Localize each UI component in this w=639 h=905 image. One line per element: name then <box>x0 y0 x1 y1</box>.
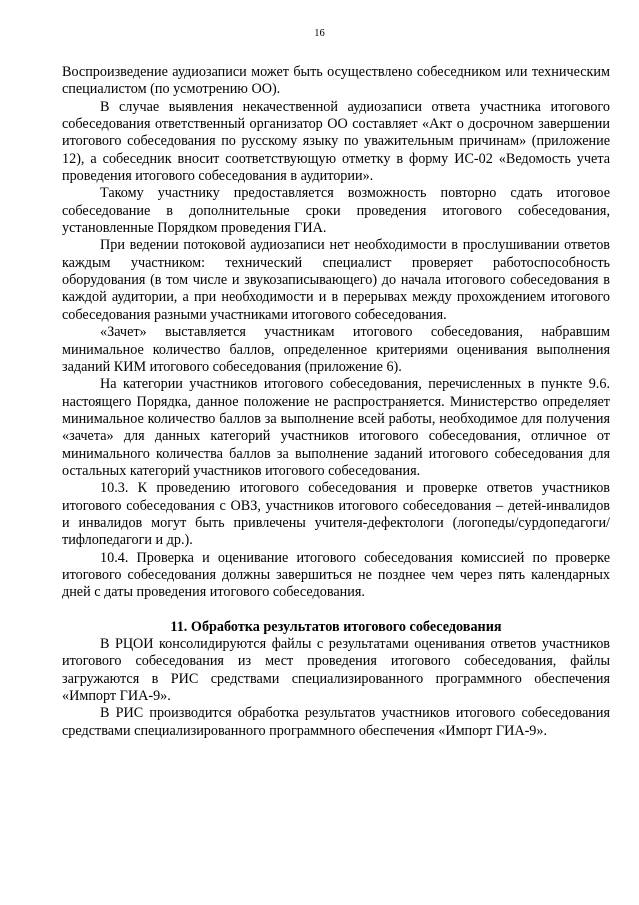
paragraph-categories-exception: На категории участников итогового собеседования, перечисленных в пункте 9.6. настоящего Порядка, данное положение не распространяется. Министерство определяет минимальное количество баллов за выполнение всей работы, необходимое для получения «зачета» для данных категорий участников итогового собеседования, отличное от минимального количества баллов за выполнение заданий итогового собеседования для остальных категорий участников итогового собеседования. <box>62 376 610 479</box>
paragraph-poor-recording: В случае выявления некачественной аудиозаписи ответа участника итогового собеседования ответственный организатор ОО составляет «Акт о досрочном завершении итогового собеседования по русскому языку по уважительным причинам» (приложение 12), а собеседник вносит соответствующую отметку в форму ИС-02 «Ведомость учета проведения итогового собеседования в аудитории». <box>62 98 610 185</box>
page-number: 16 <box>314 28 325 39</box>
paragraph-rcoi-consolidation: В РЦОИ консолидируются файлы с результатами оценивания ответов участников итогового собеседования из мест проведения итогового собеседования, файлы загружаются в РИС средствами специализированного программного обеспечения «Импорт ГИА-9». <box>62 636 610 705</box>
paragraph-retake-opportunity: Такому участнику предоставляется возможность повторно сдать итоговое собеседование в дополнительные сроки проведения итогового собеседования, установленные Порядком проведения ГИА. <box>62 185 610 237</box>
section-heading: 11. Обработка результатов итогового собеседования <box>170 618 502 635</box>
paragraph-streaming-recording: При ведении потоковой аудиозаписи нет необходимости в прослушивании ответов каждым участником: технический специалист проверяет работоспособность оборудования (в том числе и звукозаписывающего) до начала итогового собеседования в каждой аудитории, а при необходимости и в перерывах между прохождением итогового собеседования разными участниками итогового собеседования. <box>62 237 610 323</box>
document-body <box>62 64 610 740</box>
paragraph-10-4: 10.4. Проверка и оценивание итогового собеседования комиссией по проверке итогового собеседования должны завершиться не позднее чем через пять календарных дней с даты проведения итогового собеседования. <box>62 549 610 601</box>
paragraph-playback: Воспроизведение аудиозаписи может быть осуществлено собеседником или техническим специалистом (по усмотрению ОО). <box>62 64 610 98</box>
paragraph-pass-grade: «Зачет» выставляется участникам итогового собеседования, набравшим минимальное количество баллов, определенное критериями оценивания выполнения заданий КИМ итогового собеседования (приложение 6). <box>62 324 610 375</box>
paragraph-10-3: 10.3. К проведению итогового собеседования и проверке ответов участников итогового собеседования с ОВЗ, участников итогового собеседования – детей-инвалидов и инвалидов могут быть привлечены учителя-дефектологи (логопеды/сурдопедагоги/ тифлопедагоги и др.). <box>62 480 610 549</box>
paragraph-ris-processing: В РИС производится обработка результатов участников итогового собеседования средствами специализированного программного обеспечения «Импорт ГИА-9». <box>62 705 610 739</box>
